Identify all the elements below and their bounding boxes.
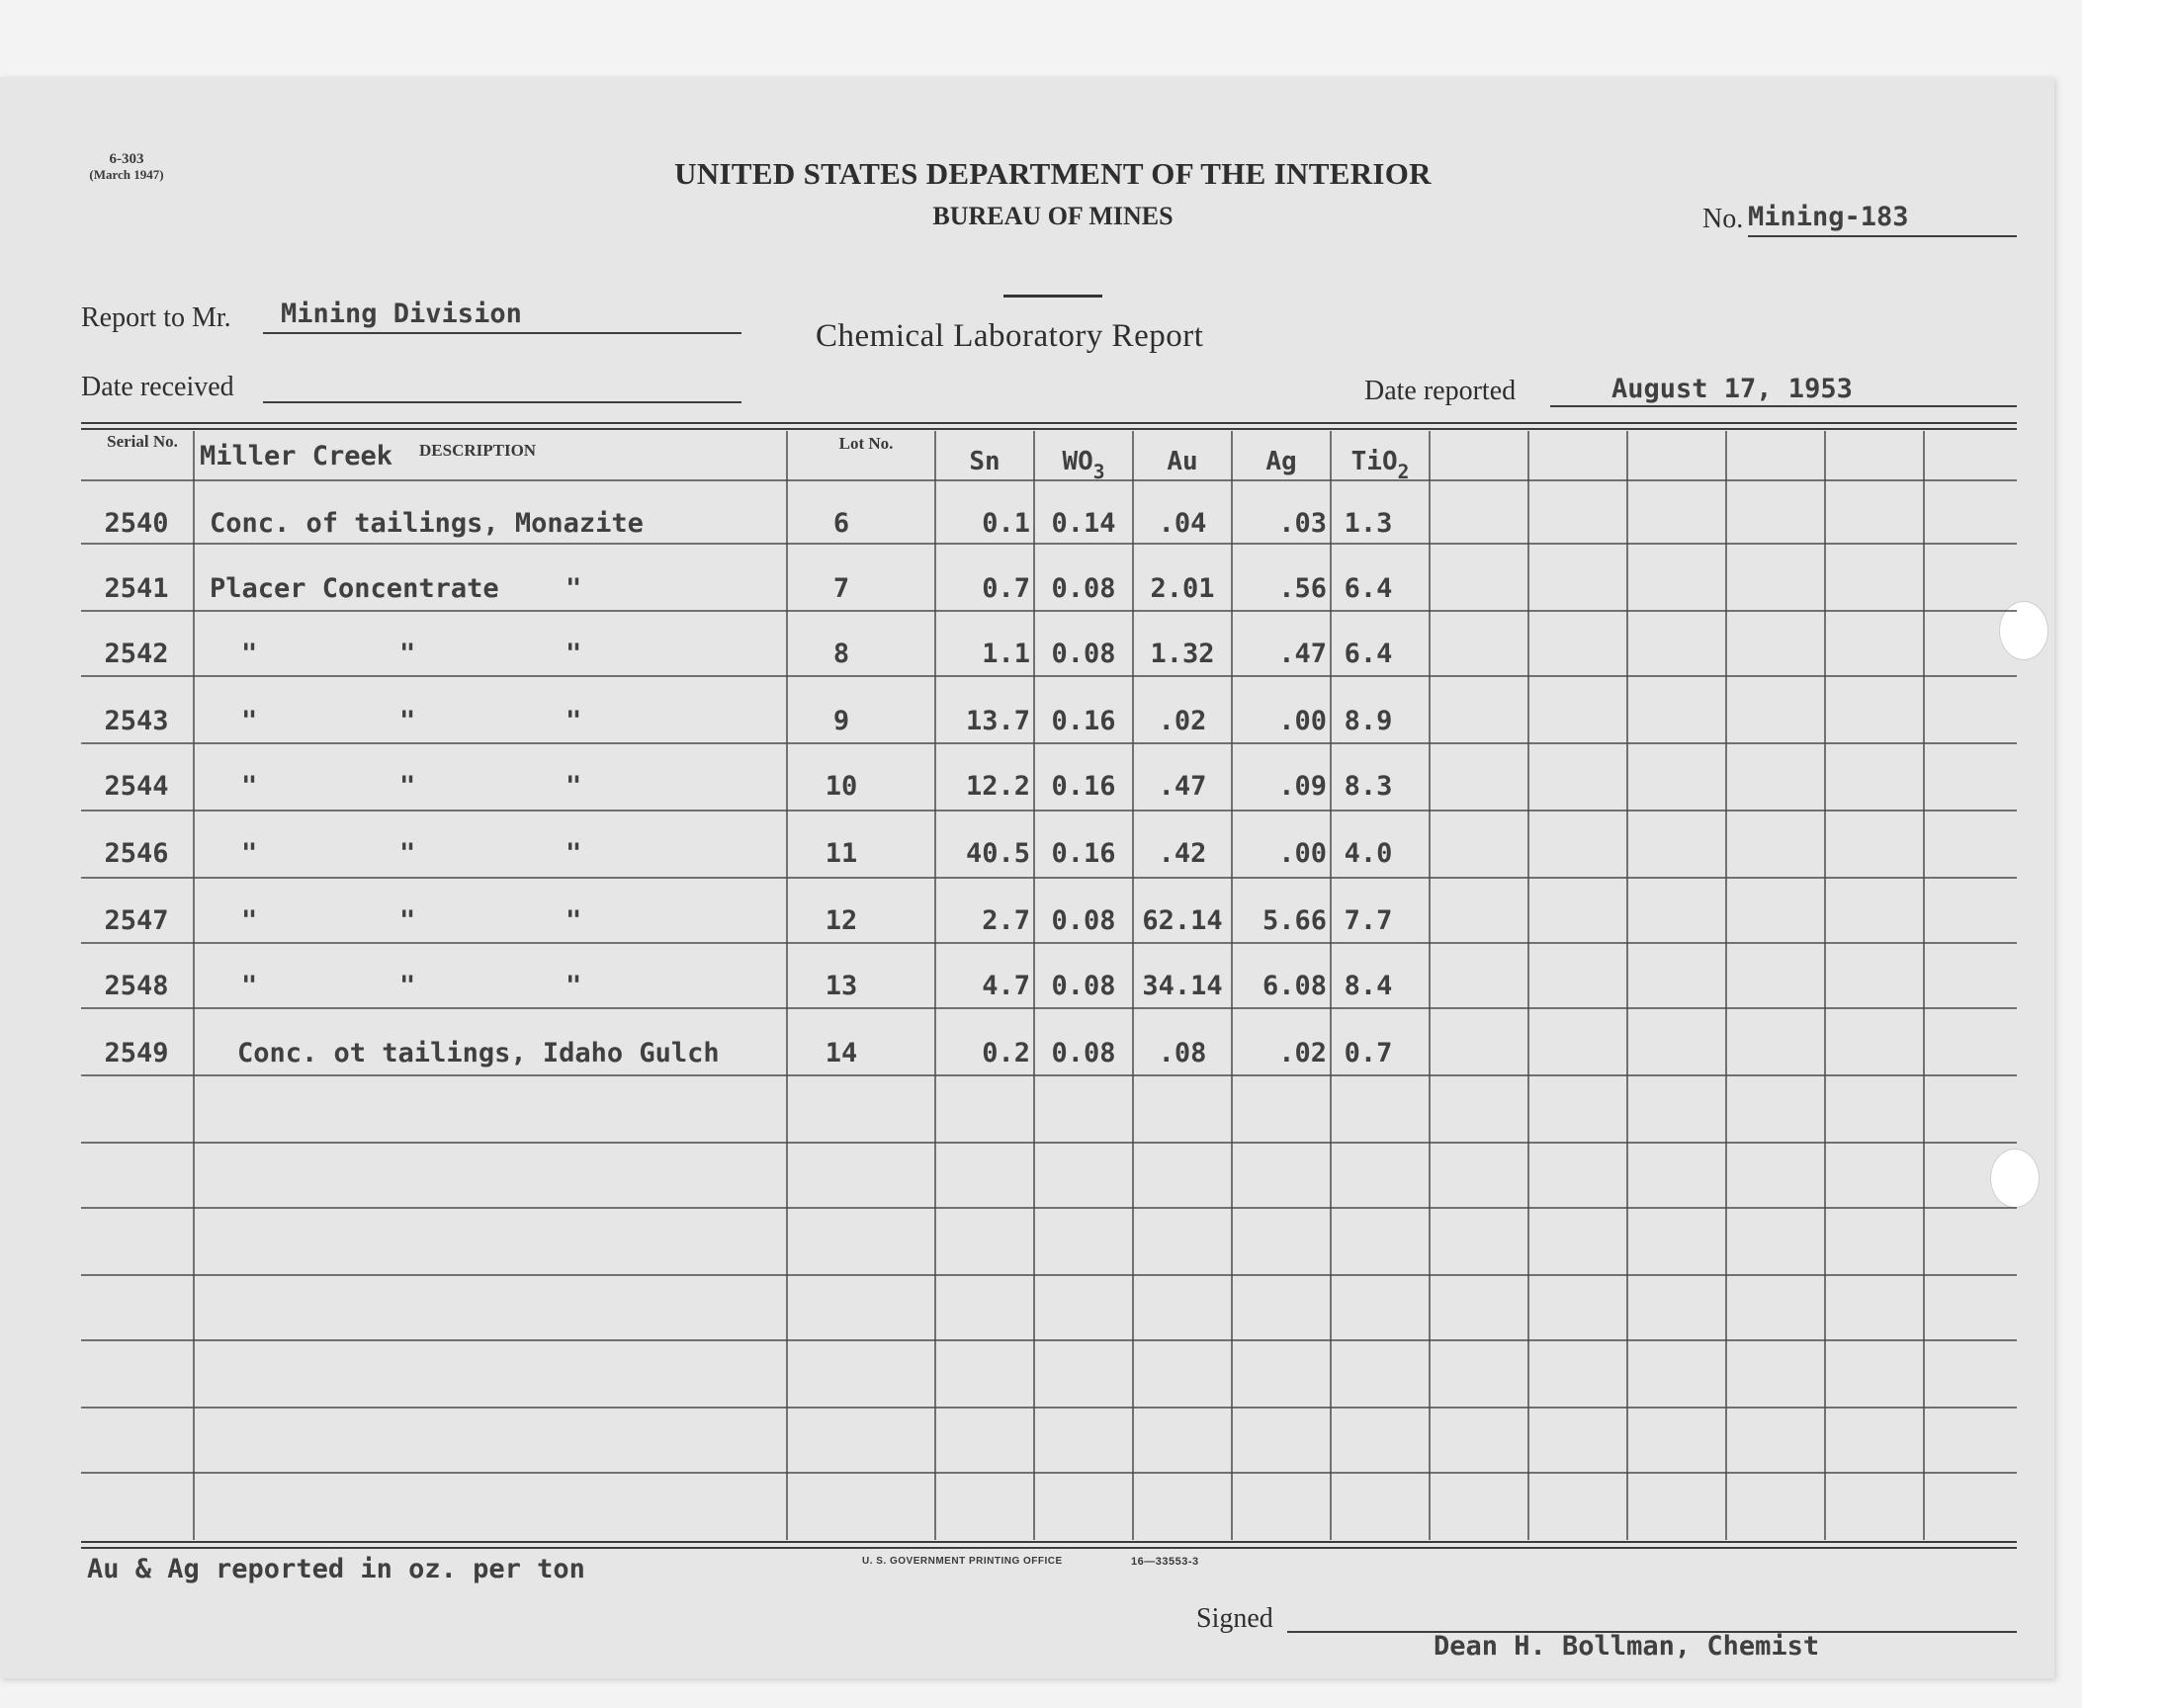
sn-cell: 0.1 xyxy=(982,508,1030,539)
ag-cell: .02 xyxy=(1278,1038,1327,1068)
serial-no-cell: 2548 xyxy=(104,971,169,1001)
ag-cell: .47 xyxy=(1278,639,1327,669)
description-header: DESCRIPTION xyxy=(419,441,537,460)
report-to-label: Report to Mr. xyxy=(81,302,231,333)
ag-cell: 6.08 xyxy=(1262,971,1327,1001)
element-header xyxy=(1034,447,1133,483)
description-ditto-cell: " xyxy=(566,905,582,936)
sn-cell: 40.5 xyxy=(965,838,1030,869)
serial-no-cell: 2546 xyxy=(104,838,169,869)
report-number: Mining-183 xyxy=(1748,202,1909,232)
tio2-cell: 8.4 xyxy=(1344,971,1393,1001)
serial-no-cell: 2542 xyxy=(104,639,169,669)
description-prefix: Miller Creek xyxy=(200,441,393,471)
wo3-cell: 0.14 xyxy=(1051,508,1116,539)
sn-cell: 0.2 xyxy=(982,1038,1030,1068)
element-symbol: WO xyxy=(1062,447,1093,476)
element-header xyxy=(1331,447,1430,483)
au-cell: .42 xyxy=(1158,838,1207,869)
description-ditto-cell: " xyxy=(566,771,582,802)
description-cell: " xyxy=(241,639,258,669)
au-cell: .08 xyxy=(1158,1038,1207,1068)
description-ditto-cell: " xyxy=(566,971,582,1001)
description-cell: Placer Concentrate xyxy=(210,573,499,604)
description-cell: Conc. ot tailings, Idaho Gulch xyxy=(237,1038,720,1068)
au-cell: .47 xyxy=(1158,771,1207,802)
description-cell: " xyxy=(241,838,258,869)
lot-no-cell: 12 xyxy=(825,905,858,936)
au-cell: 62.14 xyxy=(1142,905,1223,936)
sn-cell: 4.7 xyxy=(982,971,1030,1001)
lot-no-cell: 13 xyxy=(825,971,858,1001)
tio2-cell: 7.7 xyxy=(1344,905,1393,936)
wo3-cell: 0.08 xyxy=(1051,1038,1116,1068)
lot-no-cell: 9 xyxy=(832,706,850,736)
report-number-label: No. xyxy=(1702,204,1744,234)
wo3-cell: 0.08 xyxy=(1051,573,1116,604)
wo3-cell: 0.16 xyxy=(1051,838,1116,869)
serial-no-cell: 2549 xyxy=(104,1038,169,1068)
element-header xyxy=(935,447,1034,476)
ag-cell: .09 xyxy=(1278,771,1327,802)
date-received-label: Date received xyxy=(81,372,234,402)
tio2-cell: 6.4 xyxy=(1344,639,1393,669)
description-ditto-cell: " xyxy=(399,639,416,669)
sn-cell: 12.2 xyxy=(965,771,1030,802)
wo3-cell: 0.08 xyxy=(1051,639,1116,669)
description-ditto-cell: " xyxy=(399,905,416,936)
au-cell: 2.01 xyxy=(1150,573,1215,604)
lot-no-header: Lot No. xyxy=(838,434,894,453)
lot-no-cell: 6 xyxy=(832,508,850,539)
tio2-cell: 4.0 xyxy=(1344,838,1393,869)
lot-no-cell: 11 xyxy=(825,838,858,869)
element-symbol: TiO xyxy=(1350,447,1398,476)
description-ditto-cell: " xyxy=(399,838,416,869)
ag-cell: .00 xyxy=(1278,706,1327,736)
ag-cell: .56 xyxy=(1278,573,1327,604)
serial-no-cell: 2544 xyxy=(104,771,169,802)
tio2-cell: 8.3 xyxy=(1344,771,1393,802)
department-title: UNITED STATES DEPARTMENT OF THE INTERIOR xyxy=(674,156,1432,191)
wo3-cell: 0.16 xyxy=(1051,771,1116,802)
serial-no-header: Serial No. xyxy=(107,432,178,451)
description-ditto-cell: " xyxy=(566,706,582,736)
description-cell: Conc. of tailings, Monazite xyxy=(210,508,644,539)
au-cell: 1.32 xyxy=(1150,639,1215,669)
serial-no-cell: 2543 xyxy=(104,706,169,736)
tio2-cell: 1.3 xyxy=(1344,508,1393,539)
wo3-cell: 0.08 xyxy=(1051,905,1116,936)
serial-no-cell: 2540 xyxy=(104,508,169,539)
description-ditto-cell: " xyxy=(399,971,416,1001)
signed-label: Signed xyxy=(1196,1603,1273,1634)
description-cell: " xyxy=(241,771,258,802)
lot-no-cell: 7 xyxy=(832,573,850,604)
description-cell: " xyxy=(241,905,258,936)
element-symbol: Au xyxy=(1167,447,1198,476)
tio2-cell: 0.7 xyxy=(1344,1038,1393,1068)
ag-cell: .00 xyxy=(1278,838,1327,869)
ag-cell: 5.66 xyxy=(1262,905,1327,936)
element-subscript: 2 xyxy=(1397,460,1410,483)
printing-code: 16—33553-3 xyxy=(1131,1556,1199,1568)
au-cell: 34.14 xyxy=(1142,971,1223,1001)
date-reported-value: August 17, 1953 xyxy=(1611,374,1853,404)
report-title: Chemical Laboratory Report xyxy=(816,318,1204,354)
element-subscript: 3 xyxy=(1092,460,1105,483)
description-ditto-cell: " xyxy=(566,573,582,604)
description-ditto-cell: " xyxy=(566,838,582,869)
sn-cell: 2.7 xyxy=(982,905,1030,936)
element-header xyxy=(1232,447,1331,476)
units-note: Au & Ag reported in oz. per ton xyxy=(87,1554,585,1584)
lot-no-cell: 10 xyxy=(825,771,858,802)
printing-office: U. S. GOVERNMENT PRINTING OFFICE xyxy=(862,1556,1063,1567)
au-cell: .04 xyxy=(1158,508,1207,539)
wo3-cell: 0.08 xyxy=(1051,971,1116,1001)
description-ditto-cell: " xyxy=(399,706,416,736)
tio2-cell: 8.9 xyxy=(1344,706,1393,736)
form-number: 6-303 (March 1947) xyxy=(89,151,164,182)
serial-no-cell: 2541 xyxy=(104,573,169,604)
tio2-cell: 6.4 xyxy=(1344,573,1393,604)
lot-no-cell: 14 xyxy=(825,1038,858,1068)
sn-cell: 0.7 xyxy=(982,573,1030,604)
wo3-cell: 0.16 xyxy=(1051,706,1116,736)
lot-no-cell: 8 xyxy=(832,639,850,669)
element-symbol: Ag xyxy=(1265,447,1297,476)
sn-cell: 13.7 xyxy=(965,706,1030,736)
serial-no-cell: 2547 xyxy=(104,905,169,936)
description-cell: " xyxy=(241,971,258,1001)
au-cell: .02 xyxy=(1158,706,1207,736)
description-cell: " xyxy=(241,706,258,736)
report-to-value: Mining Division xyxy=(281,299,522,329)
description-ditto-cell: " xyxy=(399,771,416,802)
ag-cell: .03 xyxy=(1278,508,1327,539)
bureau-title: BUREAU OF MINES xyxy=(932,202,1174,230)
sn-cell: 1.1 xyxy=(982,639,1030,669)
signed-by: Dean H. Bollman, Chemist xyxy=(1434,1631,1820,1662)
description-ditto-cell: " xyxy=(566,639,582,669)
element-symbol: Sn xyxy=(969,447,1000,476)
element-header xyxy=(1133,447,1232,476)
date-reported-label: Date reported xyxy=(1364,376,1517,406)
